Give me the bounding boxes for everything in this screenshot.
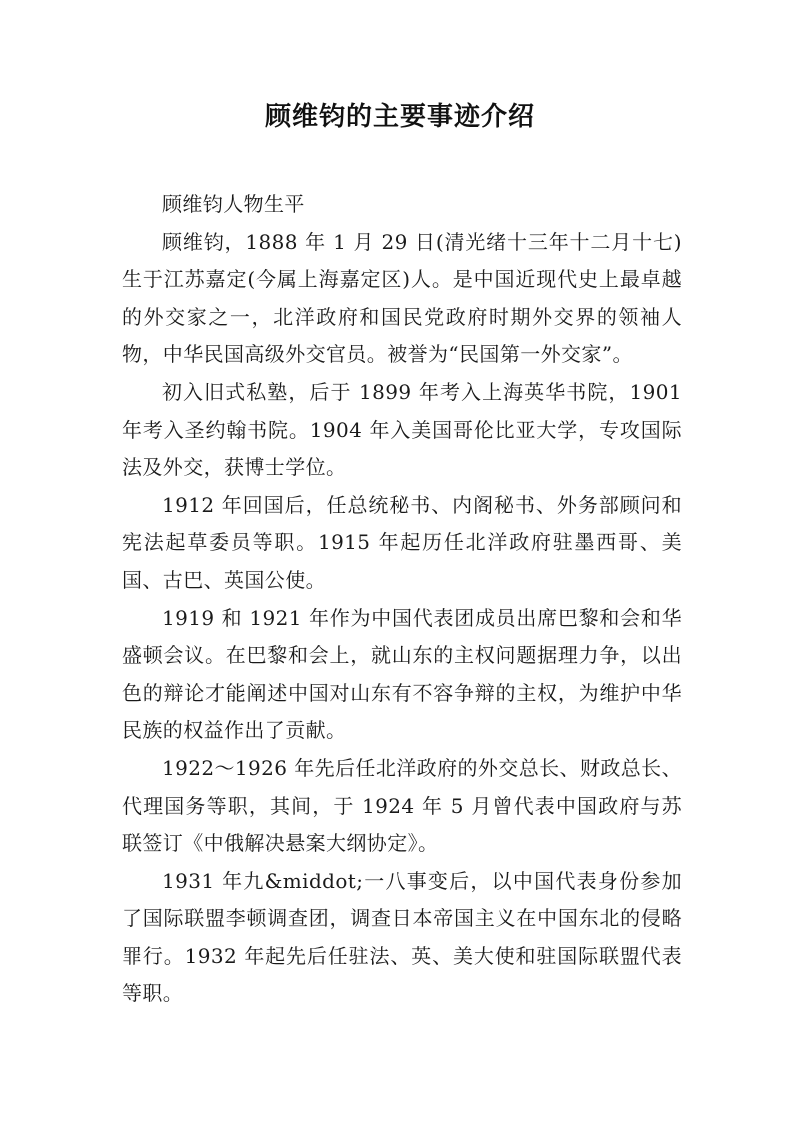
paragraph-biography-intro: 顾维钧，1888 年 1 月 29 日(清光绪十三年十二月十七)生于江苏嘉定(今属上海嘉定区)人。是中国近现代史上最卓越的外交家之一，北洋政府和国民党政府时期外交界的领袖人物，中华民国高级外交官员。被誉为“民国第一外交家”。 <box>122 229 682 367</box>
document-title: 顾维钧的主要事迹介绍 <box>264 102 535 132</box>
paragraph-early-career: 1912 年回国后，任总统秘书、内阁秘书、外务部顾问和宪法起草委员等职。1915 年起历任北洋政府驻墨西哥、美国、古巴、英国公使。 <box>122 492 682 592</box>
paragraph-foreign-minister: 1922～1926 年先后任北洋政府的外交总长、财政总长、代理国务等职，其间，于 1924 年 5 月曾代表中国政府与苏联签订《中俄解决悬案大纲协定》。 <box>122 755 682 856</box>
paragraph-section-heading: 顾维钧人物生平 <box>162 192 305 216</box>
paragraph-lytton-commission: 1931 年九&middot;一八事变后，以中国代表身份参加了国际联盟李顿调查团，调查日本帝国主义在中国东北的侵略罪行。1932 年起先后任驻法、英、美大使和驻国际联盟代表等职。 <box>122 868 682 1006</box>
paragraph-education: 初入旧式私塾，后于 1899 年考入上海英华书院，1901 年考入圣约翰书院。1904 年入美国哥伦比亚大学，专攻国际法及外交，获博士学位。 <box>122 379 682 480</box>
paragraph-paris-peace-conference: 1919 和 1921 年作为中国代表团成员出席巴黎和会和华盛顿会议。在巴黎和会上，就山东的主权问题据理力争，以出色的辩论才能阐述中国对山东有不容争辩的主权，为维护中华民族的权益作出了贡献。 <box>122 605 682 743</box>
document-body <box>122 186 682 1013</box>
